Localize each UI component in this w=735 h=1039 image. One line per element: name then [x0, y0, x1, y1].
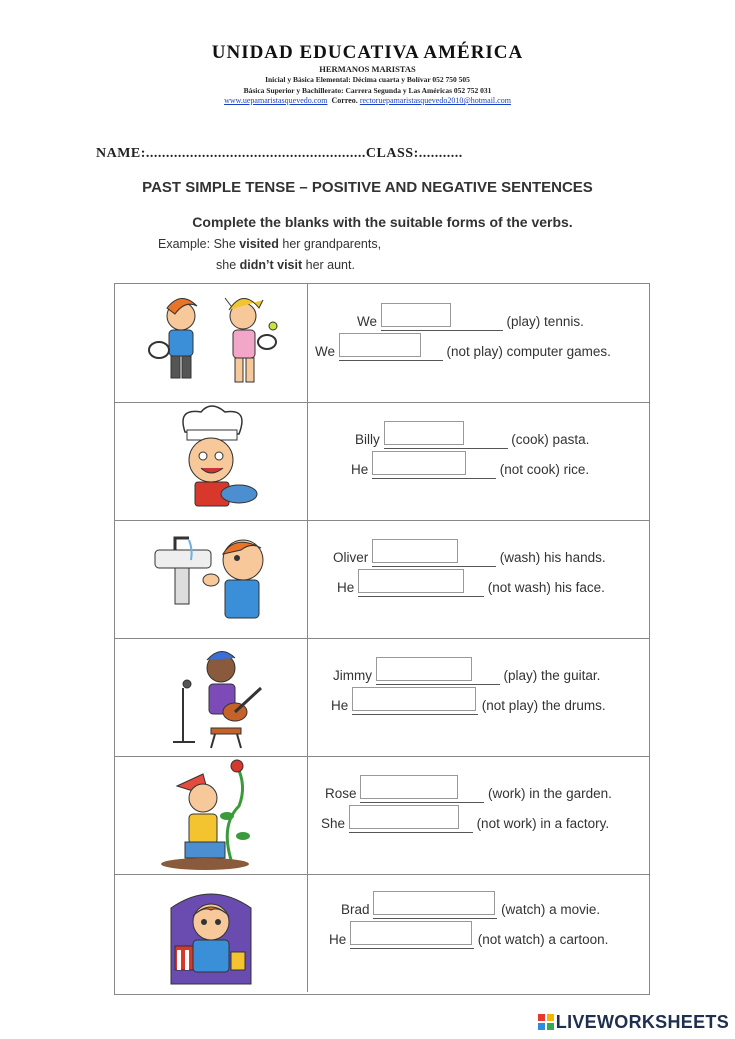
answer-blank: [384, 432, 508, 449]
answer-input-box[interactable]: [352, 687, 476, 711]
answer-blank: [360, 786, 484, 803]
answer-input-box[interactable]: [373, 891, 495, 915]
boy-playing-guitar-picture: [115, 638, 308, 756]
sentence-negative: We (not play) computer games.: [315, 344, 611, 366]
school-contact: [0, 96, 735, 105]
school-name: UNIDAD EDUCATIVA AMÉRICA: [211, 42, 524, 63]
boy-chef-cooking-picture: [115, 402, 308, 520]
email-link[interactable]: rectoruepamaristasquevedo2010@hotmail.com: [359, 96, 511, 105]
answer-input-box[interactable]: [339, 333, 421, 357]
sentence-positive: Billy (cook) pasta.: [355, 432, 589, 454]
kids-playing-tennis-picture: [115, 284, 308, 402]
worksheet-instruction: Complete the blanks with the suitable forms of the verbs.: [192, 214, 573, 230]
answer-input-box[interactable]: [384, 421, 464, 445]
exercise-table: [114, 283, 650, 995]
sentence-positive: Oliver (wash) his hands.: [333, 550, 606, 572]
movie-boy-illustration: [115, 874, 307, 992]
answer-input-box[interactable]: [358, 569, 464, 593]
answer-input-box[interactable]: [381, 303, 451, 327]
example-line-2: she didn’t visit her aunt.: [216, 258, 355, 272]
answer-input-box[interactable]: [350, 921, 472, 945]
tennis-kids-illustration: [115, 284, 307, 402]
answer-blank: [372, 550, 496, 567]
sentence-positive: Jimmy (play) the guitar.: [333, 668, 600, 690]
liveworksheets-icon: [538, 1014, 554, 1030]
answer-input-box[interactable]: [376, 657, 472, 681]
answer-input-box[interactable]: [360, 775, 458, 799]
chef-boy-illustration: [115, 402, 307, 520]
sentence-positive: Brad (watch) a movie.: [341, 902, 600, 924]
boy-watching-movie-picture: [115, 874, 308, 992]
sentence-negative: She (not work) in a factory.: [321, 816, 609, 838]
sentence-negative: He (not watch) a cartoon.: [329, 932, 608, 954]
answer-blank: [373, 902, 497, 919]
sentence-negative: He (not wash) his face.: [337, 580, 605, 602]
guitar-boy-illustration: [115, 638, 307, 756]
answer-blank: [376, 668, 500, 685]
answer-blank: [352, 698, 478, 715]
exercise-row: [115, 284, 649, 403]
exercise-row: [115, 874, 649, 992]
logo-text: LIVEWORKSHEETS: [555, 1012, 729, 1032]
washing-boy-illustration: [115, 520, 307, 638]
exercise-row: [115, 756, 649, 875]
answer-input-box[interactable]: [372, 451, 466, 475]
liveworksheets-logo[interactable]: [538, 1012, 729, 1033]
answer-blank: [358, 580, 484, 597]
exercise-row: [115, 402, 649, 521]
exercise-row: [115, 520, 649, 639]
sentence-positive: Rose (work) in the garden.: [325, 786, 612, 808]
example-line-1: Example: She visited her grandparents,: [158, 237, 382, 251]
girl-gardening-picture: [115, 756, 308, 874]
worksheet-title: PAST SIMPLE TENSE – POSITIVE AND NEGATIVE SENTENCES: [142, 179, 593, 196]
answer-blank: [349, 816, 473, 833]
boy-washing-hands-picture: [115, 520, 308, 638]
sentence-negative: He (not cook) rice.: [351, 462, 589, 484]
school-subtitle: HERMANOS MARISTAS: [319, 64, 416, 74]
answer-blank: [381, 314, 503, 331]
answer-input-box[interactable]: [349, 805, 459, 829]
answer-blank: [350, 932, 474, 949]
answer-blank: [339, 344, 443, 361]
exercise-row: [115, 638, 649, 757]
gardening-girl-illustration: [115, 756, 307, 874]
answer-input-box[interactable]: [372, 539, 458, 563]
website-link[interactable]: www.uepamaristasquevedo.com: [224, 96, 328, 105]
email-label: Correo.: [331, 96, 358, 105]
sentence-positive: We (play) tennis.: [357, 314, 584, 336]
school-address-1: Inicial y Básica Elemental: Décima cuarta y Bolívar 052 750 505: [265, 75, 470, 84]
answer-blank: [372, 462, 496, 479]
name-class-line[interactable]: NAME:.......................................................CLASS:...........: [96, 146, 463, 161]
school-address-2: Básica Superior y Bachillerato: Carrera Segunda y Las Américas 052 752 031: [243, 86, 492, 95]
sentence-negative: He (not play) the drums.: [331, 698, 606, 720]
